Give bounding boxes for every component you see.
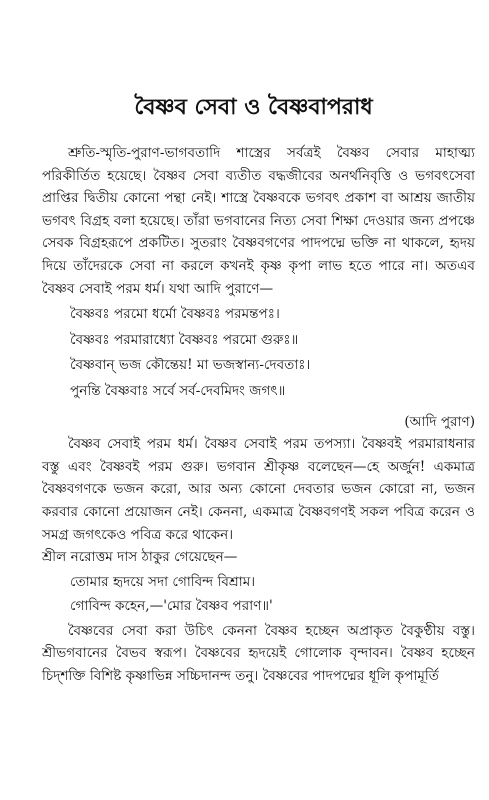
- verse-source: (আদি পুরাণ): [404, 413, 475, 430]
- verse-line: বৈষ্ণবঃ পরমারাধ্যো বৈষ্ণবঃ পরমো গুরুঃ॥: [70, 331, 299, 348]
- song-line: তোমার হৃদয়ে সদা গোবিন্দ বিশ্রাম।: [70, 573, 256, 590]
- verse-line: বৈষ্ণবান্ ভজ কৌন্তেয়! মা ভজস্বান্য-দেবতাঃ।: [70, 357, 311, 374]
- chapter-title: বৈষ্ণব সেবা ও বৈষ্ণবাপরাধ: [134, 94, 373, 120]
- paragraph-closing: বৈষ্ণবের সেবা করা উচিৎ কেননা বৈষ্ণব হচ্ছেন অপ্রাকৃত বৈকুণ্ঠীয় বস্তু। শ্রীভগবানের বৈভব স্বরূপ। বৈষ্ণবের হৃদয়েই গোলোক বৃন্দাবন। বৈষ্ণব হচ্ছেন চিদ্শক্তি বিশিষ্ট কৃষ্ণাভিন্ন সচ্চিদানন্দ তনু। বৈষ্ণবের পাদপদ্মের ধূলি কৃপামূর্তি: [42, 622, 475, 685]
- verse-block: [42, 303, 475, 402]
- verse-line: বৈষ্ণবঃ পরমো ধর্মো বৈষ্ণবঃ পরমন্তপঃ।: [70, 306, 280, 323]
- paragraph-explanation: বৈষ্ণব সেবাই পরম ধর্ম। বৈষ্ণব সেবাই পরম তপস্যা। বৈষ্ণবই পরমারাধনার বস্তু এবং বৈষ্ণবই পরম গুরু। ভগবান শ্রীকৃষ্ণ বলেছেন—হে অর্জুন! একমাত্র বৈষ্ণবগণকে ভজন করো, আর অন্য কোনো দেবতার ভজন কোরো না, ভজন করবার কোনো প্রয়োজন নেই। কেননা, একমাত্র বৈষ্ণবগণই সকল পবিত্র করেন ও সমগ্র জগৎকেও পবিত্র করে থাকেন।: [42, 436, 475, 543]
- song-intro: শ্রীল নরোত্তম দাস ঠাকুর গেয়েছেন—: [42, 549, 238, 566]
- song-line: গোবিন্দ কহেন,—'মোর বৈষ্ণব পরাণ॥': [70, 598, 273, 615]
- song-block: [42, 571, 475, 618]
- paragraph-intro: শ্রুতি-স্মৃতি-পুরাণ-ভাগবতাদি শাস্ত্রের সর্বত্রই বৈষ্ণব সেবার মাহাত্ম্য পরিকীর্তিত হয়েছে। বৈষ্ণব সেবা ব্যতীত বদ্ধজীবের অনর্থনিবৃত্তি ও ভগবৎসেবা প্রাপ্তির দ্বিতীয় কোনো পন্থা নেই। শাস্ত্রে বৈষ্ণবকে ভগবৎ প্রকাশ বা আশ্রয় জাতীয় ভগবৎ বিগ্রহ বলা হয়েছে। তাঁরা ভগবানের নিত্য সেবা শিক্ষা দেওয়ার জন্য প্রপঞ্চে সেবক বিগ্রহরূপে প্রকটিত। সুতরাং বৈষ্ণবগণের পাদপদ্মে ভক্তি না থাকলে, হৃদয় দিয়ে তাঁদেরকে সেবা না করলে কখনই কৃষ্ণ কৃপা লাভ হতে পারে না। অতএব বৈষ্ণব সেবাই পরম ধর্ম। যথা আদি পুরাণে—: [42, 145, 475, 297]
- verse-line: পুনন্তি বৈষ্ণবাঃ সর্বে সর্ব-দেবমিদং জগৎ॥: [70, 382, 286, 399]
